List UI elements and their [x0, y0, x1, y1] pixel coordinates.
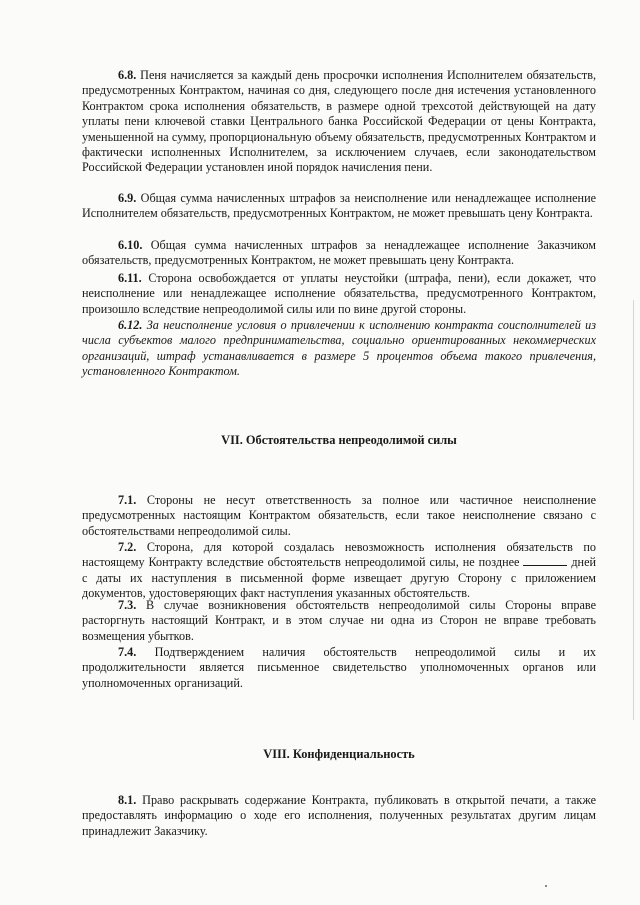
scan-speck [545, 885, 547, 887]
clause-6-12 [82, 318, 596, 380]
clause-7-3 [82, 598, 596, 644]
clause-number: 6.11. [118, 271, 142, 285]
section-title-7: VII. Обстоятельства непреодолимой силы [221, 433, 457, 447]
clause-7-2 [82, 540, 596, 602]
clause-6-11 [82, 271, 596, 317]
scan-edge-line [633, 300, 634, 720]
clause-text: Право раскрывать содержание Контракта, публиковать в открытой печати, а также предоставлять информацию о ходе его исполнения, полученных результатах другим лицам принадлежит Заказчику. [82, 793, 597, 838]
blank-days-field [523, 555, 567, 566]
clause-text-part-b: дней с даты их наступления в письменной форме извещает другую Сторону с приложением документов, удостоверяющих факт наступления указанных обстоятельств. [82, 555, 597, 601]
clause-number: 7.4. [118, 645, 137, 659]
section-title-8: VIII. Конфиденциальность [263, 747, 415, 761]
clause-6-8 [82, 68, 596, 176]
clause-text: В случае возникновения обстоятельств непреодолимой силы Стороны вправе расторгнуть настоящий Контракт, и в этом случае ни одна из Сторон не вправе требовать возмещения убытков. [82, 598, 597, 643]
clause-number: 7.3. [118, 598, 137, 612]
clause-number: 8.1. [118, 793, 137, 807]
clause-6-10 [82, 238, 596, 269]
clause-text: Пеня начисляется за каждый день просрочки исполнения Исполнителем обязательств, предусмотренных Контрактом, начиная со дня, следующего после дня истечения установленного Контрактом срока исполнения обязательств, в размере одной трехсотой действующей на дату уплаты пени ключевой ставки Центрального банка Российской Федерации от цены Контракта, уменьшенной на сумму, пропорциональную объему обязательств, предусмотренных Контрактом и фактически исполненных Исполнителем, за исключением случаев, если законодательством Российской Федерации установлен иной порядок начисления пени. [82, 68, 597, 175]
clause-text: Подтверждением наличия обстоятельств непреодолимой силы и их продолжительности является письменное свидетельство уполномоченных органов или уполномоченных организаций. [82, 645, 596, 690]
clause-text: Сторона освобождается от уплаты неустойки (штрафа, пени), если докажет, что неисполнение или ненадлежащее исполнение обязательства, предусмотренного Контрактом, произошло вследствие непреодолимой силы или по вине другой стороны. [82, 271, 597, 316]
clause-number: 6.9. [118, 191, 137, 205]
clause-number: 7.1. [118, 493, 137, 507]
clause-7-4 [82, 645, 596, 691]
clause-8-1 [82, 793, 596, 839]
clause-7-1 [82, 493, 596, 539]
clause-number: 6.8. [118, 68, 137, 82]
clause-text: Общая сумма начисленных штрафов за ненадлежащее исполнение Заказчиком обязательств, предусмотренных Контрактом, не может превышать цену Контракта. [82, 238, 596, 268]
clause-6-9 [82, 191, 596, 222]
clause-number: 6.12. [118, 318, 143, 332]
clause-number: 7.2. [118, 540, 137, 554]
clause-text: Стороны не несут ответственность за полное или частичное неисполнение предусмотренных настоящим Контрактом обязательств, если такое неисполнение связано с обстоятельствами непреодолимой силы. [82, 493, 596, 538]
clause-number: 6.10. [118, 238, 143, 252]
clause-text: Общая сумма начисленных штрафов за неисполнение или ненадлежащее исполнение Исполнителем обязательств, предусмотренных Контрактом, не может превышать цену Контракта. [82, 191, 596, 221]
clause-text-part-a: Сторона, для которой создалась невозможность исполнения обязательств по настоящему Контракту вследствие обстоятельств непреодолимой силы, не позднее [82, 540, 596, 570]
clause-text: За неисполнение условия о привлечении к исполнению контракта соисполнителей из числа субъектов малого предпринимательства, социально ориентированных некоммерческих организаций, штраф устанавливается в размере 5 процентов объема такого привлечения, установленного Контрактом. [82, 318, 597, 379]
